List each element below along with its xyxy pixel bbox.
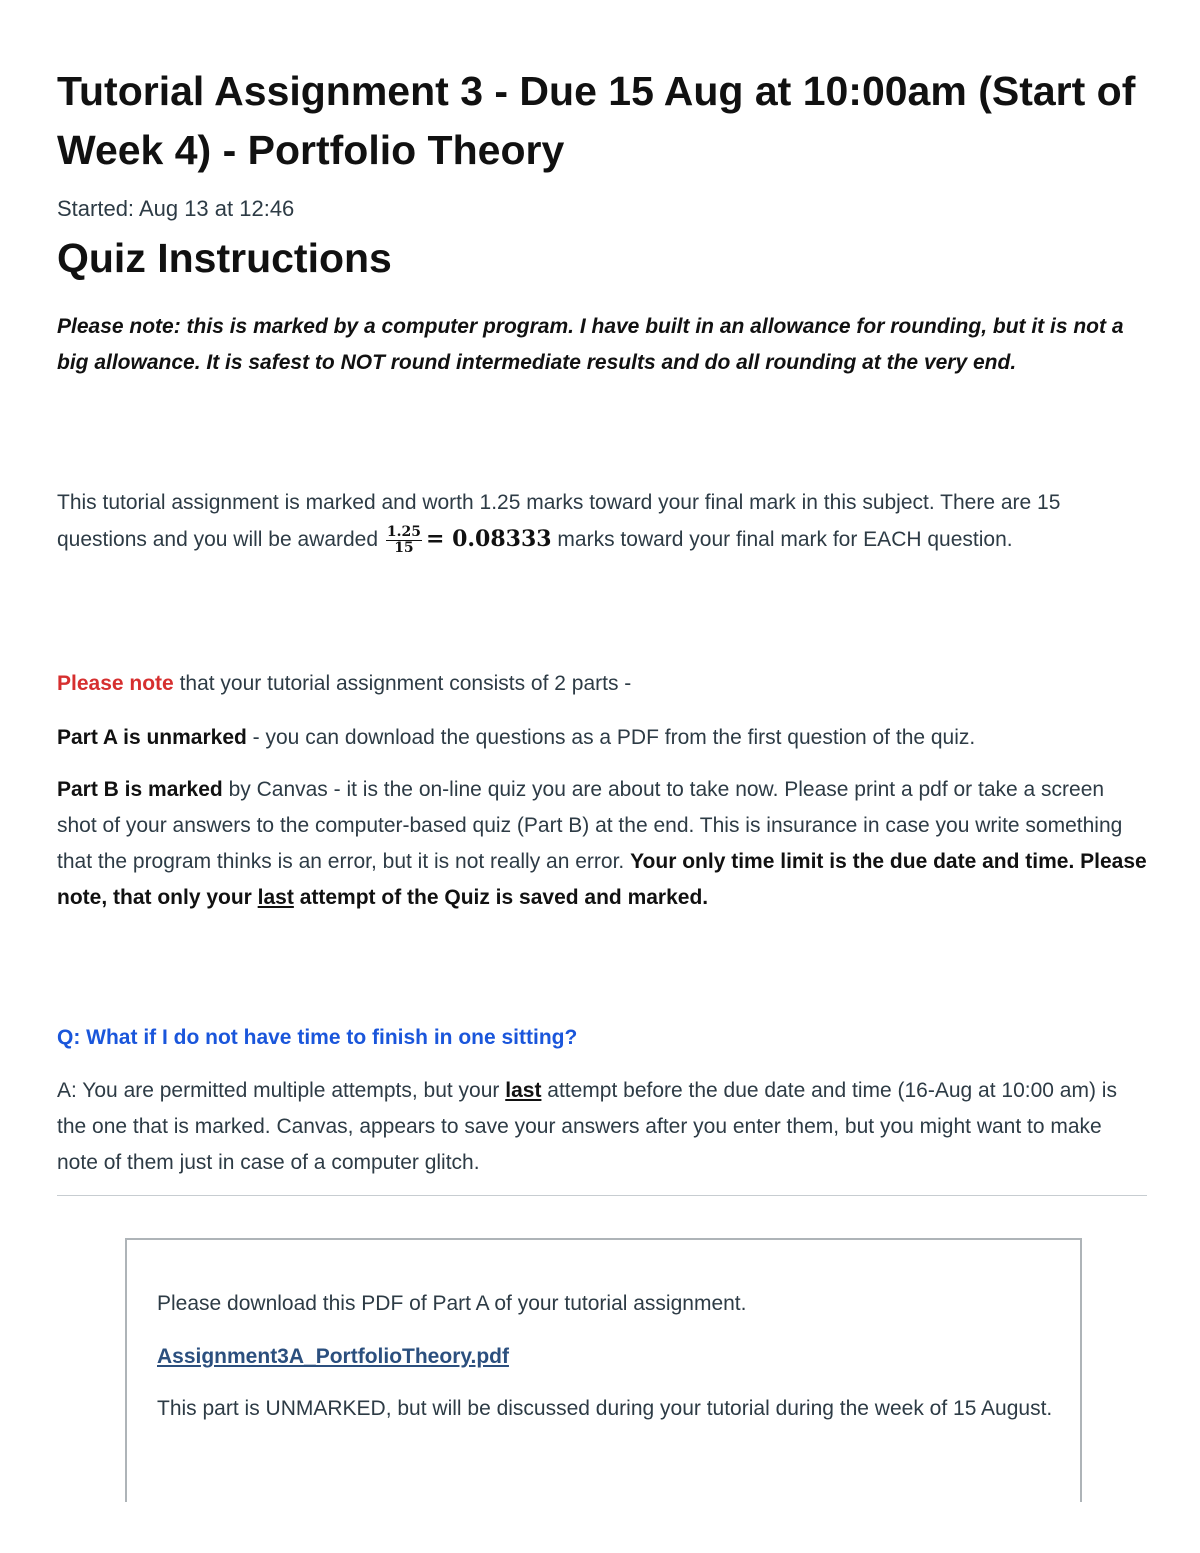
part-a-label: Part A is unmarked bbox=[57, 726, 247, 749]
section-divider bbox=[57, 1195, 1147, 1196]
part-a-text: - you can download the questions as a PDF from the first question of the quiz. bbox=[246, 726, 976, 749]
marks-fraction bbox=[386, 525, 422, 556]
parts-note-paragraph bbox=[57, 666, 1147, 702]
please-note-label: Please note bbox=[57, 672, 174, 695]
marks-worth-text-1: This tutorial assignment is marked and worth 1.25 marks toward your final mark in this subject. There are 15 questions and you will be awarded bbox=[57, 491, 1061, 551]
pdf-download-link[interactable]: Assignment3A_PortfolioTheory.pdf bbox=[157, 1345, 509, 1368]
fraction-numerator: 1.25 bbox=[386, 523, 421, 540]
quiz-instructions-heading: Quiz Instructions bbox=[57, 235, 392, 281]
faq-answer-paragraph bbox=[57, 1073, 1147, 1181]
last-emphasis: last bbox=[257, 886, 294, 909]
question-1-box bbox=[125, 1238, 1082, 1502]
part-a-paragraph bbox=[57, 720, 1147, 756]
faq-question: Q: What if I do not have time to finish in one sitting? bbox=[57, 1026, 578, 1049]
part-b-text: by Canvas - it is the on-line quiz you are about to take now. Please print a pdf or take a screen shot of your answers to the computer-based quiz (Part B) at the end. This is insurance in case you write something that the program thinks is an error, but it is not really an error. bbox=[57, 778, 1123, 873]
please-note-text: that your tutorial assignment consists of 2 parts - bbox=[173, 672, 632, 695]
quiz-title: Tutorial Assignment 3 - Due 15 Aug at 10:00am (Start of Week 4) - Portfolio Theory bbox=[57, 68, 1136, 173]
time-limit-text-1: Your only time limit is the due date and time. Please note, that only your bbox=[57, 850, 1147, 909]
marks-worth-paragraph bbox=[57, 485, 1147, 558]
faq-last-emphasis: last bbox=[505, 1079, 542, 1102]
faq-answer-text-2: attempt before the due date and time (16-Aug at 10:00 am) is the one that is marked. Canvas, appears to save your answers after you enter them, but you might want to make note of them just in case of a computer glitch. bbox=[57, 1079, 1117, 1174]
part-b-paragraph bbox=[57, 772, 1147, 916]
rounding-note: Please note: this is marked by a computer program. I have built in an allowance for rounding, but it is not a big allowance. It is safest to NOT round intermediate results and do all rounding at the very end. bbox=[57, 315, 1124, 374]
fraction-denominator: 15 bbox=[394, 539, 414, 556]
started-timestamp: Started: Aug 13 at 12:46 bbox=[57, 196, 295, 221]
unmarked-note: This part is UNMARKED, but will be discussed during your tutorial during the week of 15 August. bbox=[157, 1397, 1053, 1420]
marks-worth-text-2: marks toward your final mark for EACH question. bbox=[551, 528, 1013, 551]
fraction-result: = 0.08333 bbox=[425, 526, 552, 552]
download-instruction: Please download this PDF of Part A of your tutorial assignment. bbox=[157, 1292, 747, 1315]
time-limit-text-2: attempt of the Quiz is saved and marked. bbox=[293, 886, 709, 909]
faq-answer-text-1: A: You are permitted multiple attempts, but your bbox=[57, 1079, 506, 1102]
part-b-label: Part B is marked bbox=[57, 778, 223, 801]
